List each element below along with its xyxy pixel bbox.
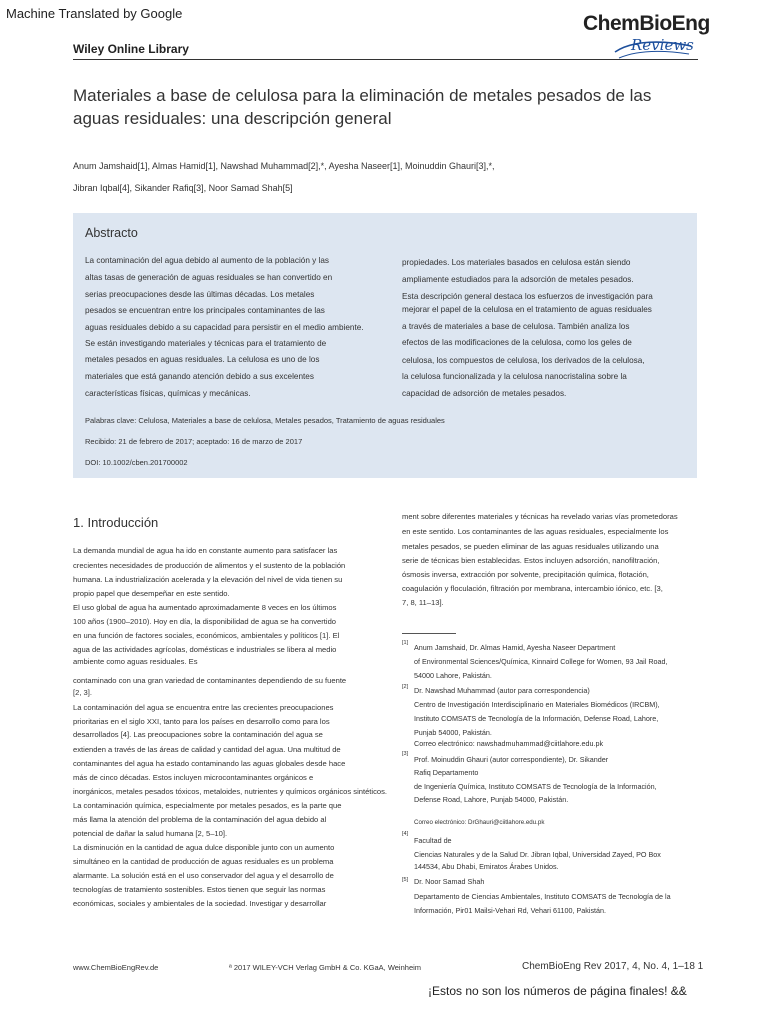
footnote-line: Dr. Nawshad Muhammad (autor para correspondencia) <box>414 686 590 695</box>
footnote-line: Ciencias Naturales y de la Salud Dr. Jibran Iqbal, Universidad Zayed, PO Box <box>414 850 661 859</box>
body-line: metales pesados, se pueden eliminar de las aguas residuales utilizando una <box>402 542 659 551</box>
body-right-column <box>402 512 702 612</box>
body-line: 100 años (1900–2010). Hoy en día, la disponibilidad de agua se ha convertido <box>73 617 337 626</box>
abstract-line: ampliamente estudiados para la adsorción de metales pesados. <box>402 275 634 284</box>
abstract-line: materiales que está ganando atención debido a sus excelentes <box>85 372 314 381</box>
journal-logo <box>583 10 710 64</box>
footnote-line: of Environmental Sciences/Química, Kinnaird College for Women, 93 Jail Road, <box>414 657 668 666</box>
final-page-notice: ¡Estos no son los números de página finales! && <box>428 984 687 998</box>
abstract-line: efectos de las modificaciones de la celulosa, como los geles de <box>402 338 632 347</box>
body-line: económicas, sociales y ambientales de la sociedad. Investigar y desarrollar <box>73 899 327 908</box>
body-line: La demanda mundial de agua ha ido en constante aumento para satisfacer las <box>73 546 338 555</box>
footnote-line: Facultad de <box>414 836 452 845</box>
body-line: más de cinco décadas. Estos incluyen microcontaminantes orgánicos e <box>73 773 314 782</box>
body-left-column <box>73 546 393 916</box>
journal-logo-sub: Reviews <box>631 36 694 54</box>
footnote-mark: [4] <box>402 831 409 837</box>
footnote-line: Punjab 54000, Pakistán. <box>414 728 492 737</box>
abstract-line: Se están investigando materiales y técnicas para el tratamiento de <box>85 339 327 348</box>
body-line: humana. La industrialización acelerada y la elevación del nivel de vida tienen su <box>73 575 343 584</box>
footer-citation: ChemBioEng Rev 2017, 4, No. 4, 1–18 1 <box>522 961 704 972</box>
body-line: La contaminación del agua se encuentra entre las crecientes preocupaciones <box>73 703 334 712</box>
abstract-line: Esta descripción general destaca los esfuerzos de investigación para <box>402 292 653 301</box>
body-line: desarrollados [4]. Las preocupaciones sobre la contaminación del agua se <box>73 730 323 739</box>
title-line: aguas residuales: una descripción general <box>73 109 392 128</box>
footnote-line: Centro de Investigación Interdisciplinario en Materiales Biomédicos (IRCBM), <box>414 700 660 709</box>
body-line: crecientes necesidades de producción de alimentos y el sustento de la población <box>73 561 346 570</box>
body-line: más llama la atención del problema de la contaminación del agua debido al <box>73 815 327 824</box>
footer-website: www.ChemBioEngRev.de <box>73 963 159 972</box>
abstract-line: mejorar el papel de la celulosa en el tratamiento de aguas residuales <box>402 305 652 314</box>
article-title <box>73 84 693 130</box>
doi: DOI: 10.1002/cben.201700002 <box>85 458 188 467</box>
body-line: contaminantes del agua ha estado contaminando las aguas globales desde hace <box>73 759 346 768</box>
body-line: agua de las actividades agrícolas, domésticas e industriales se libera al medio <box>73 645 337 654</box>
author-line: Jibran Iqbal[4], Sikander Rafiq[3], Noor Samad Shah[5] <box>73 183 293 193</box>
body-line: en este sentido. Los contaminantes de las aguas residuales, especialmente los <box>402 527 669 536</box>
abstract-heading: Abstracto <box>85 226 138 240</box>
body-line: [2, 3]. <box>73 688 92 697</box>
footnote-line: Prof. Moinuddin Ghauri (autor correspondiente), Dr. Sikander <box>414 755 609 764</box>
abstract-line: propiedades. Los materiales basados en celulosa están siendo <box>402 258 631 267</box>
body-line: 7, 8, 11–13]. <box>402 598 444 607</box>
footnote-line: Anum Jamshaid, Dr. Almas Hamid, Ayesha Naseer Department <box>414 643 616 652</box>
footnote-line: Departamento de Ciencias Ambientales, Instituto COMSATS de Tecnología de la <box>414 892 671 901</box>
body-line: La contaminación química, especialmente por metales pesados, es la parte que <box>73 801 342 810</box>
body-line: inorgánicos, metales pesados tóxicos, metaloides, nutrientes y químicos orgánicos sintéticos. <box>73 787 388 796</box>
footnote-mark: [5] <box>402 877 409 883</box>
body-line: tecnologías de tratamiento sostenibles. Estos tienen que seguir las normas <box>73 885 326 894</box>
body-line: serie de técnicas bien establecidas. Estos incluyen adsorción, nanofiltración, <box>402 556 660 565</box>
footnote-line: Información, Pir01 Mailsi-Vehari Rd, Vehari 61100, Pakistán. <box>414 906 607 915</box>
body-line: alarmante. La solución está en el uso conservador del agua y el desarrollo de <box>73 871 334 880</box>
keywords: Palabras clave: Celulosa, Materiales a base de celulosa, Metales pesados, Tratamiento de aguas residuales <box>85 416 445 425</box>
footnotes <box>402 640 702 920</box>
footnote-line: Defense Road, Lahore, Punjab 54000, Pakistán. <box>414 795 569 804</box>
abstract-line: capacidad de adsorción de metales pesados. <box>402 389 567 398</box>
footnote-line: Dr. Noor Samad Shah <box>414 877 485 886</box>
footnote-mark: [3] <box>402 751 409 757</box>
footnote-line: de Ingeniería Química, Instituto COMSATS de Tecnología de la Información, <box>414 782 657 791</box>
author-list <box>73 155 693 199</box>
body-line: simultáneo en la cantidad de producción de aguas residuales es un problema <box>73 857 334 866</box>
footnote-line: Rafiq Departamento <box>414 768 479 777</box>
footnote-mark: [2] <box>402 684 409 690</box>
body-line: ment sobre diferentes materiales y técnicas ha revelado varias vías prometedoras <box>402 512 678 521</box>
abstract-line: altas tasas de generación de aguas residuales se han convertido en <box>85 273 333 282</box>
abstract-line: celulosa, los compuestos de celulosa, los derivados de la celulosa, <box>402 356 645 365</box>
body-line: ósmosis inversa, extracción por solvente, precipitación química, flotación, <box>402 570 649 579</box>
received-dates: Recibido: 21 de febrero de 2017; aceptado: 16 de marzo de 2017 <box>85 437 303 446</box>
footer-copyright: ª 2017 WILEY-VCH Verlag GmbH & Co. KGaA, Weinheim <box>229 963 422 972</box>
section-heading: 1. Introducción <box>73 515 159 530</box>
title-line: Materiales a base de celulosa para la eliminación de metales pesados de las <box>73 86 652 105</box>
abstract-line: pesados se encuentran entre los principales contaminantes de las <box>85 306 325 315</box>
abstract-line: características físicas, químicas y mecánicas. <box>85 389 251 398</box>
footnote-line: Correo electrónico: nawshadmuhammad@ciitlahore.edu.pk <box>414 739 604 748</box>
footnote-line: Correo electrónico: DrGhauri@ciitlahore.edu.pk <box>414 819 545 826</box>
abstract-right-column <box>402 258 692 408</box>
abstract-line: aguas residuales debido a su capacidad para persistir en el medio ambiente. <box>85 323 364 332</box>
publisher-name: Wiley Online Library <box>73 42 189 56</box>
abstract-line: la celulosa funcionalizada y la celulosa nanocristalina sobre la <box>402 372 627 381</box>
author-line: Anum Jamshaid[1], Almas Hamid[1], Nawshad Muhammad[2],*, Ayesha Naseer[1], Moinuddin Ghauri[3],*, <box>73 161 495 171</box>
body-line: contaminado con una gran variedad de contaminantes dependiendo de su fuente <box>73 676 347 685</box>
body-line: ambiente como aguas residuales. Es <box>73 657 198 666</box>
abstract-line: a través de materiales a base de celulosa. También analiza los <box>402 322 630 331</box>
body-line: El uso global de agua ha aumentado aproximadamente 8 veces en los últimos <box>73 603 337 612</box>
abstract-line: metales pesados en aguas residuales. La celulosa es uno de los <box>85 355 320 364</box>
body-line: extienden a través de las áreas de calidad y cantidad del agua. Una multitud de <box>73 745 341 754</box>
body-line: prioritarias en el siglo XXI, tanto para los países en desarrollo como para los <box>73 717 330 726</box>
journal-logo-name: ChemBioEng <box>583 12 710 35</box>
translation-banner: Machine Translated by Google <box>6 6 183 21</box>
body-line: en una función de factores sociales, económicos, ambientales y políticos [1]. El <box>73 631 340 640</box>
body-line: La disminución en la cantidad de agua dulce disponible junto con un aumento <box>73 843 335 852</box>
footnote-line: 54000 Lahore, Pakistán. <box>414 671 492 680</box>
body-line: coagulación y floculación, filtración por membrana, intercambio iónico, etc. [3, <box>402 584 663 593</box>
body-line: propio papel que desempeñar en este sentido. <box>73 589 230 598</box>
footnote-line: Instituto COMSATS de Tecnología de la Información, Defense Road, Lahore, <box>414 714 659 723</box>
abstract-line: serias preocupaciones desde las últimas décadas. Los metales <box>85 290 315 299</box>
body-line: potencial de dañar la salud humana [2, 5–10]. <box>73 829 228 838</box>
abstract-line: La contaminación del agua debido al aumento de la población y las <box>85 256 329 265</box>
abstract-left-column <box>85 256 395 406</box>
footnote-mark: [1] <box>402 640 409 646</box>
footnote-rule <box>402 633 456 634</box>
footnote-line: 144534, Abu Dhabi, Emiratos Árabes Unidos. <box>414 862 559 871</box>
